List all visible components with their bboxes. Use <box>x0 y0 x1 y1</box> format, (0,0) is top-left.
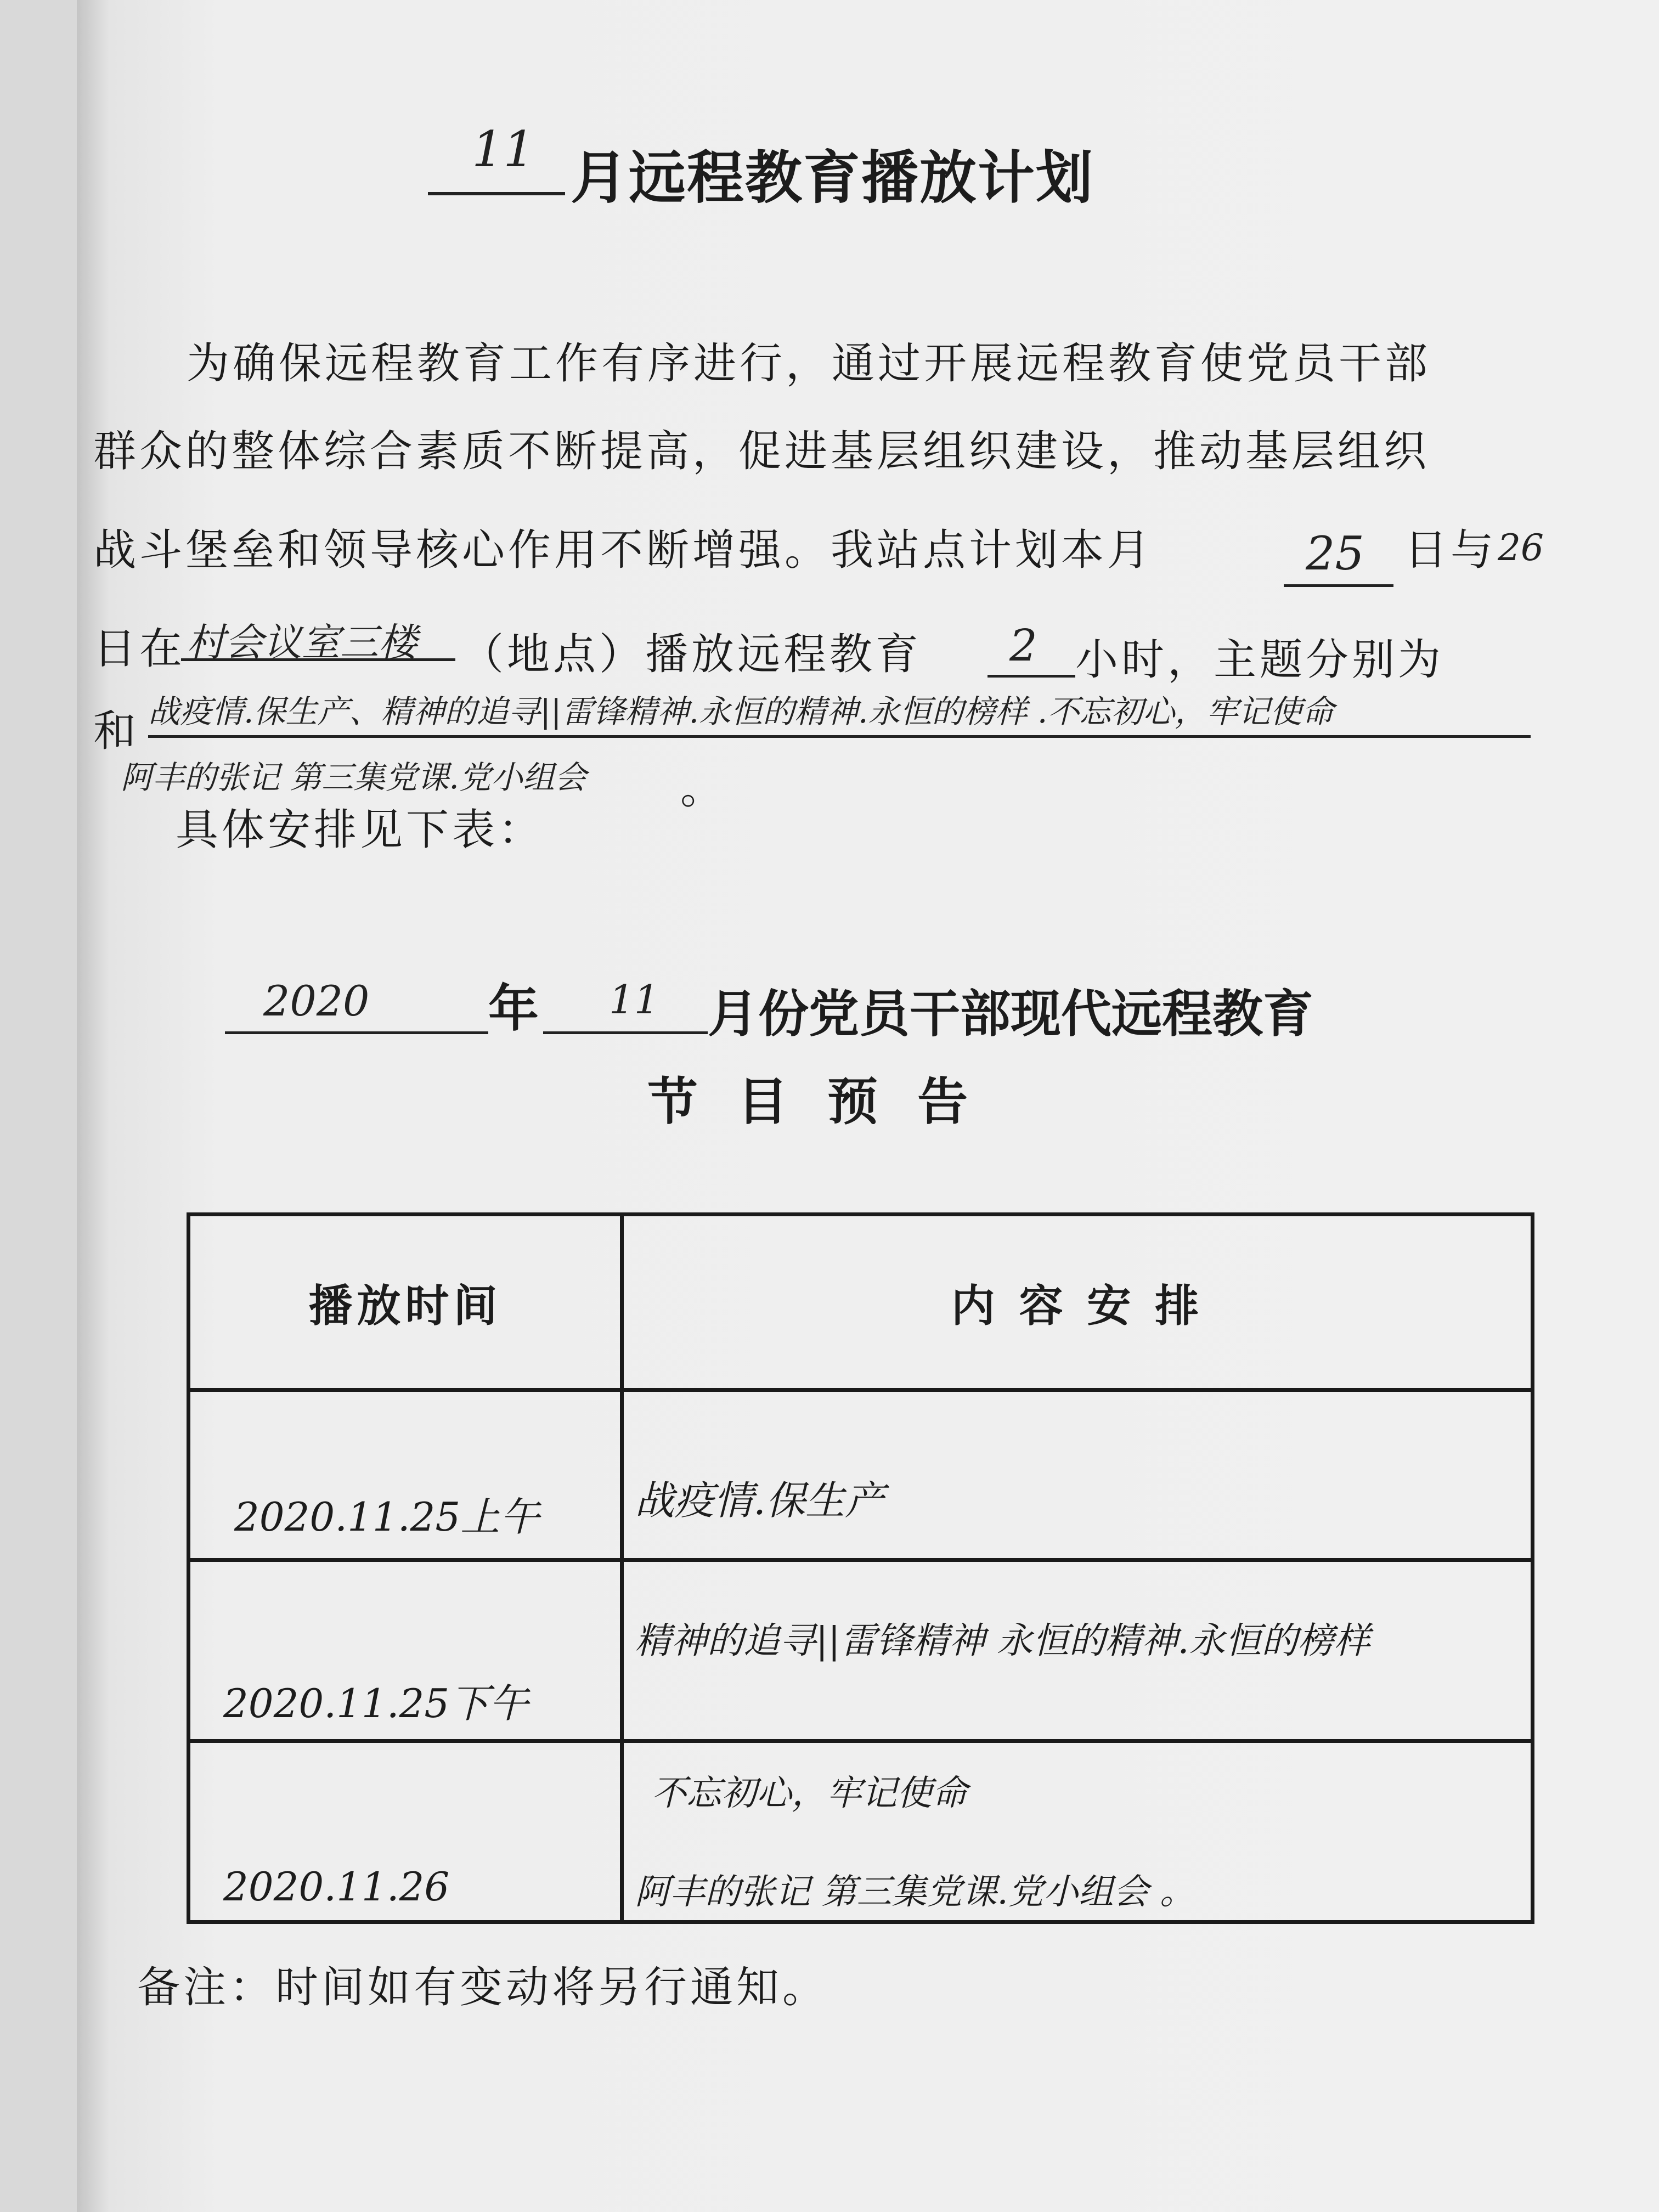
year-underline <box>225 1031 488 1034</box>
table-header-row <box>189 1215 1533 1390</box>
row-content: 不忘初心，牢记使命 <box>651 1773 967 1814</box>
document-page <box>77 0 1659 2212</box>
themes-handwritten-2: 阿丰的张记 第三集党课.党小组会 <box>121 759 586 796</box>
intro-line-3a: 战斗堡垒和领导核心作用不断增强。我站点计划本月 <box>93 526 1154 575</box>
intro-line-5a: 和 <box>93 707 140 756</box>
row-time-cell <box>189 1390 622 1560</box>
row-time: 2020.11.25下午 <box>223 1680 529 1726</box>
year-label: 年 <box>488 979 539 1038</box>
table-row <box>189 1741 1533 1922</box>
row-time-cell <box>189 1741 622 1922</box>
schedule-table <box>187 1212 1534 1924</box>
header-time: 播放时间 <box>189 1215 622 1390</box>
table-row <box>189 1560 1533 1741</box>
themes-end-mark: 。 <box>680 764 727 814</box>
intro-line-6: 具体安排见下表： <box>176 805 545 855</box>
schedule-heading: 月份党员干部现代远程教育 <box>708 985 1314 1043</box>
schedule-subheading: 节 目 预 告 <box>647 1073 979 1131</box>
schedule-month-handwritten: 11 <box>609 977 659 1023</box>
day1-handwritten: 25 <box>1306 527 1364 580</box>
table-row <box>189 1390 1533 1560</box>
day1-underline <box>1284 584 1393 587</box>
schedule-month-underline <box>543 1031 708 1034</box>
themes-handwritten-1: 战疫情.保生产、精神的追寻||雷锋精神.永恒的精神.永恒的榜样 .不忘初心，牢记使命 <box>148 693 1334 730</box>
row-content-cell <box>622 1741 1533 1922</box>
intro-line-3b: 日与 <box>1404 526 1497 575</box>
row-time: 2020.11.26 <box>223 1864 450 1910</box>
hours-underline <box>988 675 1075 678</box>
footer-note: 备注：时间如有变动将另行通知。 <box>137 1963 829 2012</box>
intro-line-4a: 日在 <box>93 624 186 674</box>
row-time-cell <box>189 1560 622 1741</box>
row-content: 战疫情.保生产 <box>635 1477 884 1523</box>
row-content-cell <box>622 1390 1533 1560</box>
day2-handwritten: 26 <box>1498 527 1544 569</box>
title-month-handwritten: 11 <box>472 121 535 178</box>
row-content: 精神的追寻||雷锋精神 永恒的精神.永恒的榜样 <box>635 1620 1370 1662</box>
place-handwritten: 村会议室三楼 <box>187 620 417 665</box>
hours-handwritten: 2 <box>1009 620 1037 671</box>
row-time: 2020.11.25上午 <box>234 1494 540 1540</box>
themes-underline <box>148 735 1531 738</box>
place-underline <box>181 658 455 661</box>
row-content-cell <box>622 1560 1533 1741</box>
page-title <box>571 132 1094 214</box>
page-title-text: 月远程教育播放计划 <box>571 144 1094 211</box>
intro-line-4c: 小时，主题分别为 <box>1075 635 1444 685</box>
intro-line-1: 为确保远程教育工作有序进行，通过开展远程教育使党员干部 <box>187 339 1431 388</box>
header-content: 内 容 安 排 <box>622 1215 1533 1390</box>
intro-line-4b: （地点）播放远程教育 <box>461 630 922 679</box>
intro-line-2: 群众的整体综合素质不断提高，促进基层组织建设，推动基层组织 <box>93 427 1430 476</box>
row-content: 阿丰的张记 第三集党课.党小组会 。 <box>635 1872 1195 1912</box>
year-handwritten: 2020 <box>263 977 370 1025</box>
